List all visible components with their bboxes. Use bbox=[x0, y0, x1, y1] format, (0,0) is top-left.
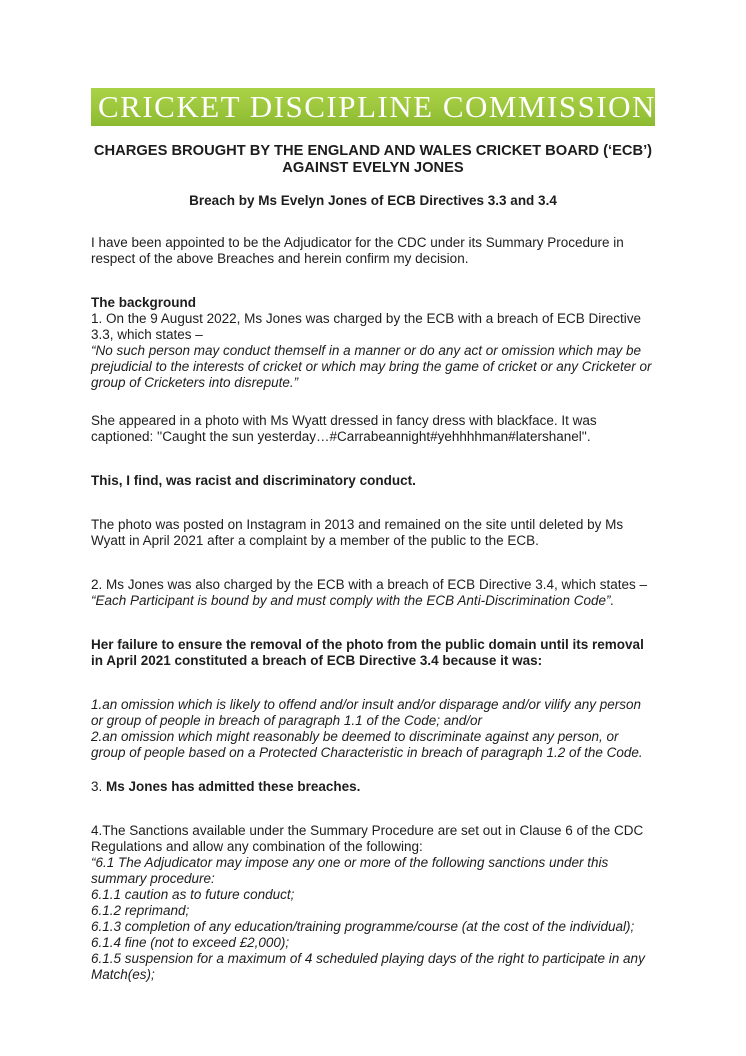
sanction-clause-6-1-1: 6.1.1 caution as to future conduct; bbox=[91, 887, 295, 902]
omissions-block bbox=[91, 697, 655, 761]
background-heading: The background bbox=[91, 295, 197, 310]
charge1-block bbox=[91, 311, 655, 391]
charge2-quote: “Each Participant is bound by and must comply with the ECB Anti-Discrimination Code”. bbox=[91, 593, 615, 608]
admission-paragraph bbox=[91, 779, 655, 795]
sanction-clause-6-1-4: 6.1.4 fine (not to exceed £2,000); bbox=[91, 935, 290, 950]
charge2-block bbox=[91, 577, 655, 609]
sanction-clause-6-1-3: 6.1.3 completion of any education/training programme/course (at the cost of the individual); bbox=[91, 919, 635, 934]
intro-paragraph: I have been appointed to be the Adjudicator for the CDC under its Summary Procedure in respect of the above Breaches and herein confirm my decision. bbox=[91, 235, 624, 266]
sanction-clause-6-1-2: 6.1.2 reprimand; bbox=[91, 903, 190, 918]
document-subtitle: Breach by Ms Evelyn Jones of ECB Directives 3.3 and 3.4 bbox=[189, 193, 557, 208]
sanction-clause-6-1: “6.1 The Adjudicator may impose any one or more of the following sanctions under this summary procedure: bbox=[91, 855, 609, 886]
charge1-quote: “No such person may conduct themself in a manner or do any act or omission which may be prejudicial to the interests of cricket or which may bring the game of cricket or any Cricketer or group of Cricketers into disrepute.” bbox=[91, 343, 652, 390]
sanction-clause-6-1-5: 6.1.5 suspension for a maximum of 4 scheduled playing days of the right to participate in any Match(es); bbox=[91, 951, 645, 982]
document-title: CHARGES BROUGHT BY THE ENGLAND AND WALES CRICKET BOARD (‘ECB’) AGAINST EVELYN JONES bbox=[93, 143, 653, 176]
banner-title: CRICKET DISCIPLINE COMMISSION bbox=[98, 89, 656, 124]
photo-paragraph: She appeared in a photo with Ms Wyatt dressed in fancy dress with blackface. It was captioned: ''Caught the sun yesterday…#Carrabeannight#yehhhhman#latershanel''. bbox=[91, 413, 597, 444]
charge1-paragraph: 1. On the 9 August 2022, Ms Jones was charged by the ECB with a breach of ECB Directive 3.3, which states – bbox=[91, 311, 642, 342]
admission-statement: Ms Jones has admitted these breaches. bbox=[106, 779, 361, 794]
cdc-banner bbox=[91, 88, 655, 126]
failure-statement: Her failure to ensure the removal of the photo from the public domain until its removal in April 2021 constituted a breach of ECB Directive 3.4 because it was: bbox=[91, 637, 644, 668]
omission-item-1: 1.an omission which is likely to offend and/or insult and/or disparage and/or vilify any person or group of people in breach of paragraph 1.1 of the Code; and/or bbox=[91, 697, 642, 728]
omission-item-2: 2.an omission which might reasonably be deemed to discriminate against any person, or group of people based on a Protected Characteristic in breach of paragraph 1.2 of the Code. bbox=[91, 729, 643, 760]
finding-statement: This, I find, was racist and discriminatory conduct. bbox=[91, 473, 416, 488]
sanctions-block bbox=[91, 823, 655, 983]
admission-number: 3. bbox=[91, 779, 107, 794]
instagram-paragraph: The photo was posted on Instagram in 2013 and remained on the site until deleted by Ms Wyatt in April 2021 after a complaint by a member of the public to the ECB. bbox=[91, 517, 624, 548]
charge2-paragraph: 2. Ms Jones was also charged by the ECB with a breach of ECB Directive 3.4, which states – bbox=[91, 577, 648, 592]
sanctions-intro: 4.The Sanctions available under the Summary Procedure are set out in Clause 6 of the CDC Regulations and allow any combination of the following: bbox=[91, 823, 644, 854]
